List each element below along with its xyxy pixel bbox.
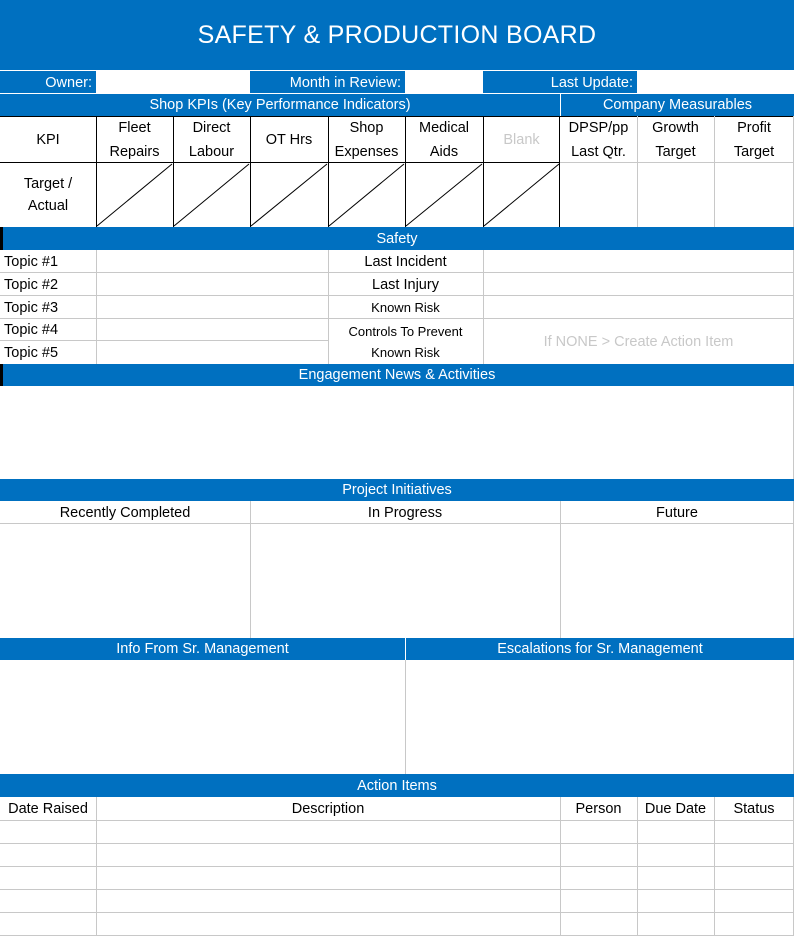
divider [0,318,794,319]
divider [483,250,484,364]
controls-label-line2: Known Risk [371,344,440,360]
last-incident-label: Last Incident [364,253,447,270]
kpi-col-dpsp [560,116,637,163]
kpi-col-label: Repairs [109,143,160,160]
topic-5-field[interactable] [96,341,328,364]
shop-kpis-header: Shop KPIs (Key Performance Indicators) [0,94,560,116]
divider [0,162,560,163]
board-title: SAFETY & PRODUCTION BOARD [0,0,794,71]
action-row[interactable] [0,844,794,867]
engagement-header: Engagement News & Activities [0,364,794,386]
kpi-col-label: DPSP/pp [568,119,629,136]
action-row[interactable] [0,821,794,844]
kpi-col-label: Labour [188,143,235,160]
divider [96,797,97,936]
last-injury-label: Last Injury [372,276,439,293]
divider [0,340,328,341]
kpi-col-label: Last Qtr. [571,143,626,160]
kpi-col-label: Target [655,143,696,160]
divider [559,116,560,227]
target-actual-label [0,163,96,227]
topic-4-field[interactable] [96,319,328,341]
in-progress-label: In Progress [367,504,443,521]
divider [0,912,794,913]
kpi-col-shop-expenses [328,116,405,163]
info-from-mgmt-area[interactable] [0,660,405,774]
divider [0,935,794,936]
last-injury-field[interactable] [483,273,794,296]
kpi-value-cell-profit[interactable] [714,163,794,227]
known-risk-label: Known Risk [371,300,440,315]
kpi-col-label: Blank [503,131,540,148]
col-due-date: Due Date [644,801,707,817]
kpi-col-label: Growth [652,119,699,136]
target-label: Target / [23,176,73,192]
topic-4: Topic #4 [4,322,59,338]
owner-field[interactable] [96,71,250,94]
divider [405,660,406,774]
kpi-col-profit-target [714,116,794,163]
divider [328,250,329,364]
divider [714,116,715,227]
escalations-header: Escalations for Sr. Management [406,638,794,660]
company-measurables-header: Company Measurables [561,94,794,116]
divider [250,116,251,227]
kpi-col-fleet-repairs [96,116,173,163]
controls-field[interactable]: If NONE > Create Action Item [543,333,734,350]
month-label: Month in Review: [250,71,405,94]
in-progress-area[interactable] [250,524,560,638]
divider [0,843,794,844]
topic-1: Topic #1 [4,253,59,270]
col-person: Person [575,801,622,817]
kpi-col-direct-labour [173,116,250,163]
kpi-col-label: Expenses [334,143,399,160]
topic-1-field[interactable] [96,250,328,273]
kpi-target-cell-ot[interactable] [250,163,328,227]
kpi-target-cell-labour[interactable] [173,163,250,227]
kpi-label: KPI [36,131,60,148]
future-label: Future [656,504,698,521]
kpi-col-ot-hrs [250,116,328,163]
divider [714,797,715,936]
kpi-col-label: Aids [429,143,459,160]
engagement-area[interactable] [0,386,794,479]
known-risk-field[interactable] [483,296,794,319]
kpi-target-cell-expenses[interactable] [328,163,405,227]
divider [0,93,794,94]
divider [173,116,174,227]
divider [0,866,794,867]
kpi-col-label: Shop [349,119,384,136]
topic-5: Topic #5 [4,344,59,361]
divider [250,501,251,638]
kpi-value-cell-dpsp[interactable] [560,163,637,227]
divider [560,94,561,116]
divider [637,797,638,936]
divider [405,638,406,660]
actual-label: Actual [27,198,69,214]
future-area[interactable] [560,524,794,638]
divider [405,116,406,227]
kpi-col-label: Profit [737,119,771,136]
divider [0,70,794,71]
escalations-area[interactable] [406,660,794,774]
col-description: Description [291,801,365,817]
divider [96,116,97,227]
divider [637,116,638,227]
divider [0,116,794,117]
divider [0,820,794,821]
action-row[interactable] [0,913,794,936]
info-from-mgmt-header: Info From Sr. Management [0,638,405,660]
topic-3: Topic #3 [4,299,59,316]
kpi-target-cell-fleet[interactable] [96,163,173,227]
divider [96,250,97,364]
divider [560,162,794,163]
kpi-col-growth-target [637,116,714,163]
topic-2: Topic #2 [4,276,59,293]
kpi-col-medical-aids [405,116,483,163]
divider [0,272,794,273]
update-field[interactable] [637,71,794,94]
update-label: Last Update: [483,71,637,94]
kpi-col-label: OT Hrs [265,131,313,148]
divider [0,889,794,890]
controls-label-line1: Controls To Prevent [348,323,463,339]
kpi-col-label: Target [733,143,775,160]
action-row[interactable] [0,890,794,913]
edge-mark [0,227,3,250]
recently-completed-area[interactable] [0,524,250,638]
topic-3-field[interactable] [96,296,328,319]
divider [0,523,794,524]
divider [560,501,561,638]
kpi-col-label: Direct [192,119,231,136]
last-incident-field[interactable] [483,250,794,273]
topic-2-field[interactable] [96,273,328,296]
divider [483,116,484,227]
kpi-value-cell-growth[interactable] [637,163,714,227]
divider [560,797,561,936]
divider [328,116,329,227]
edge-mark [0,364,3,386]
owner-label: Owner: [0,71,96,94]
recently-completed-label: Recently Completed [59,504,191,521]
col-status: Status [733,801,775,817]
kpi-target-cell-blank[interactable] [483,163,560,227]
divider [0,295,794,296]
safety-header: Safety [0,227,794,250]
action-items-header: Action Items [0,774,794,797]
action-row[interactable] [0,867,794,890]
month-field[interactable] [405,71,483,94]
kpi-target-cell-medical[interactable] [405,163,483,227]
kpi-col-label: Fleet [118,119,151,136]
project-initiatives-header: Project Initiatives [0,479,794,501]
controls-label [328,319,483,364]
kpi-col-label: Medical [419,119,469,136]
col-date-raised: Date Raised [8,801,88,817]
kpi-col-blank [483,116,560,163]
